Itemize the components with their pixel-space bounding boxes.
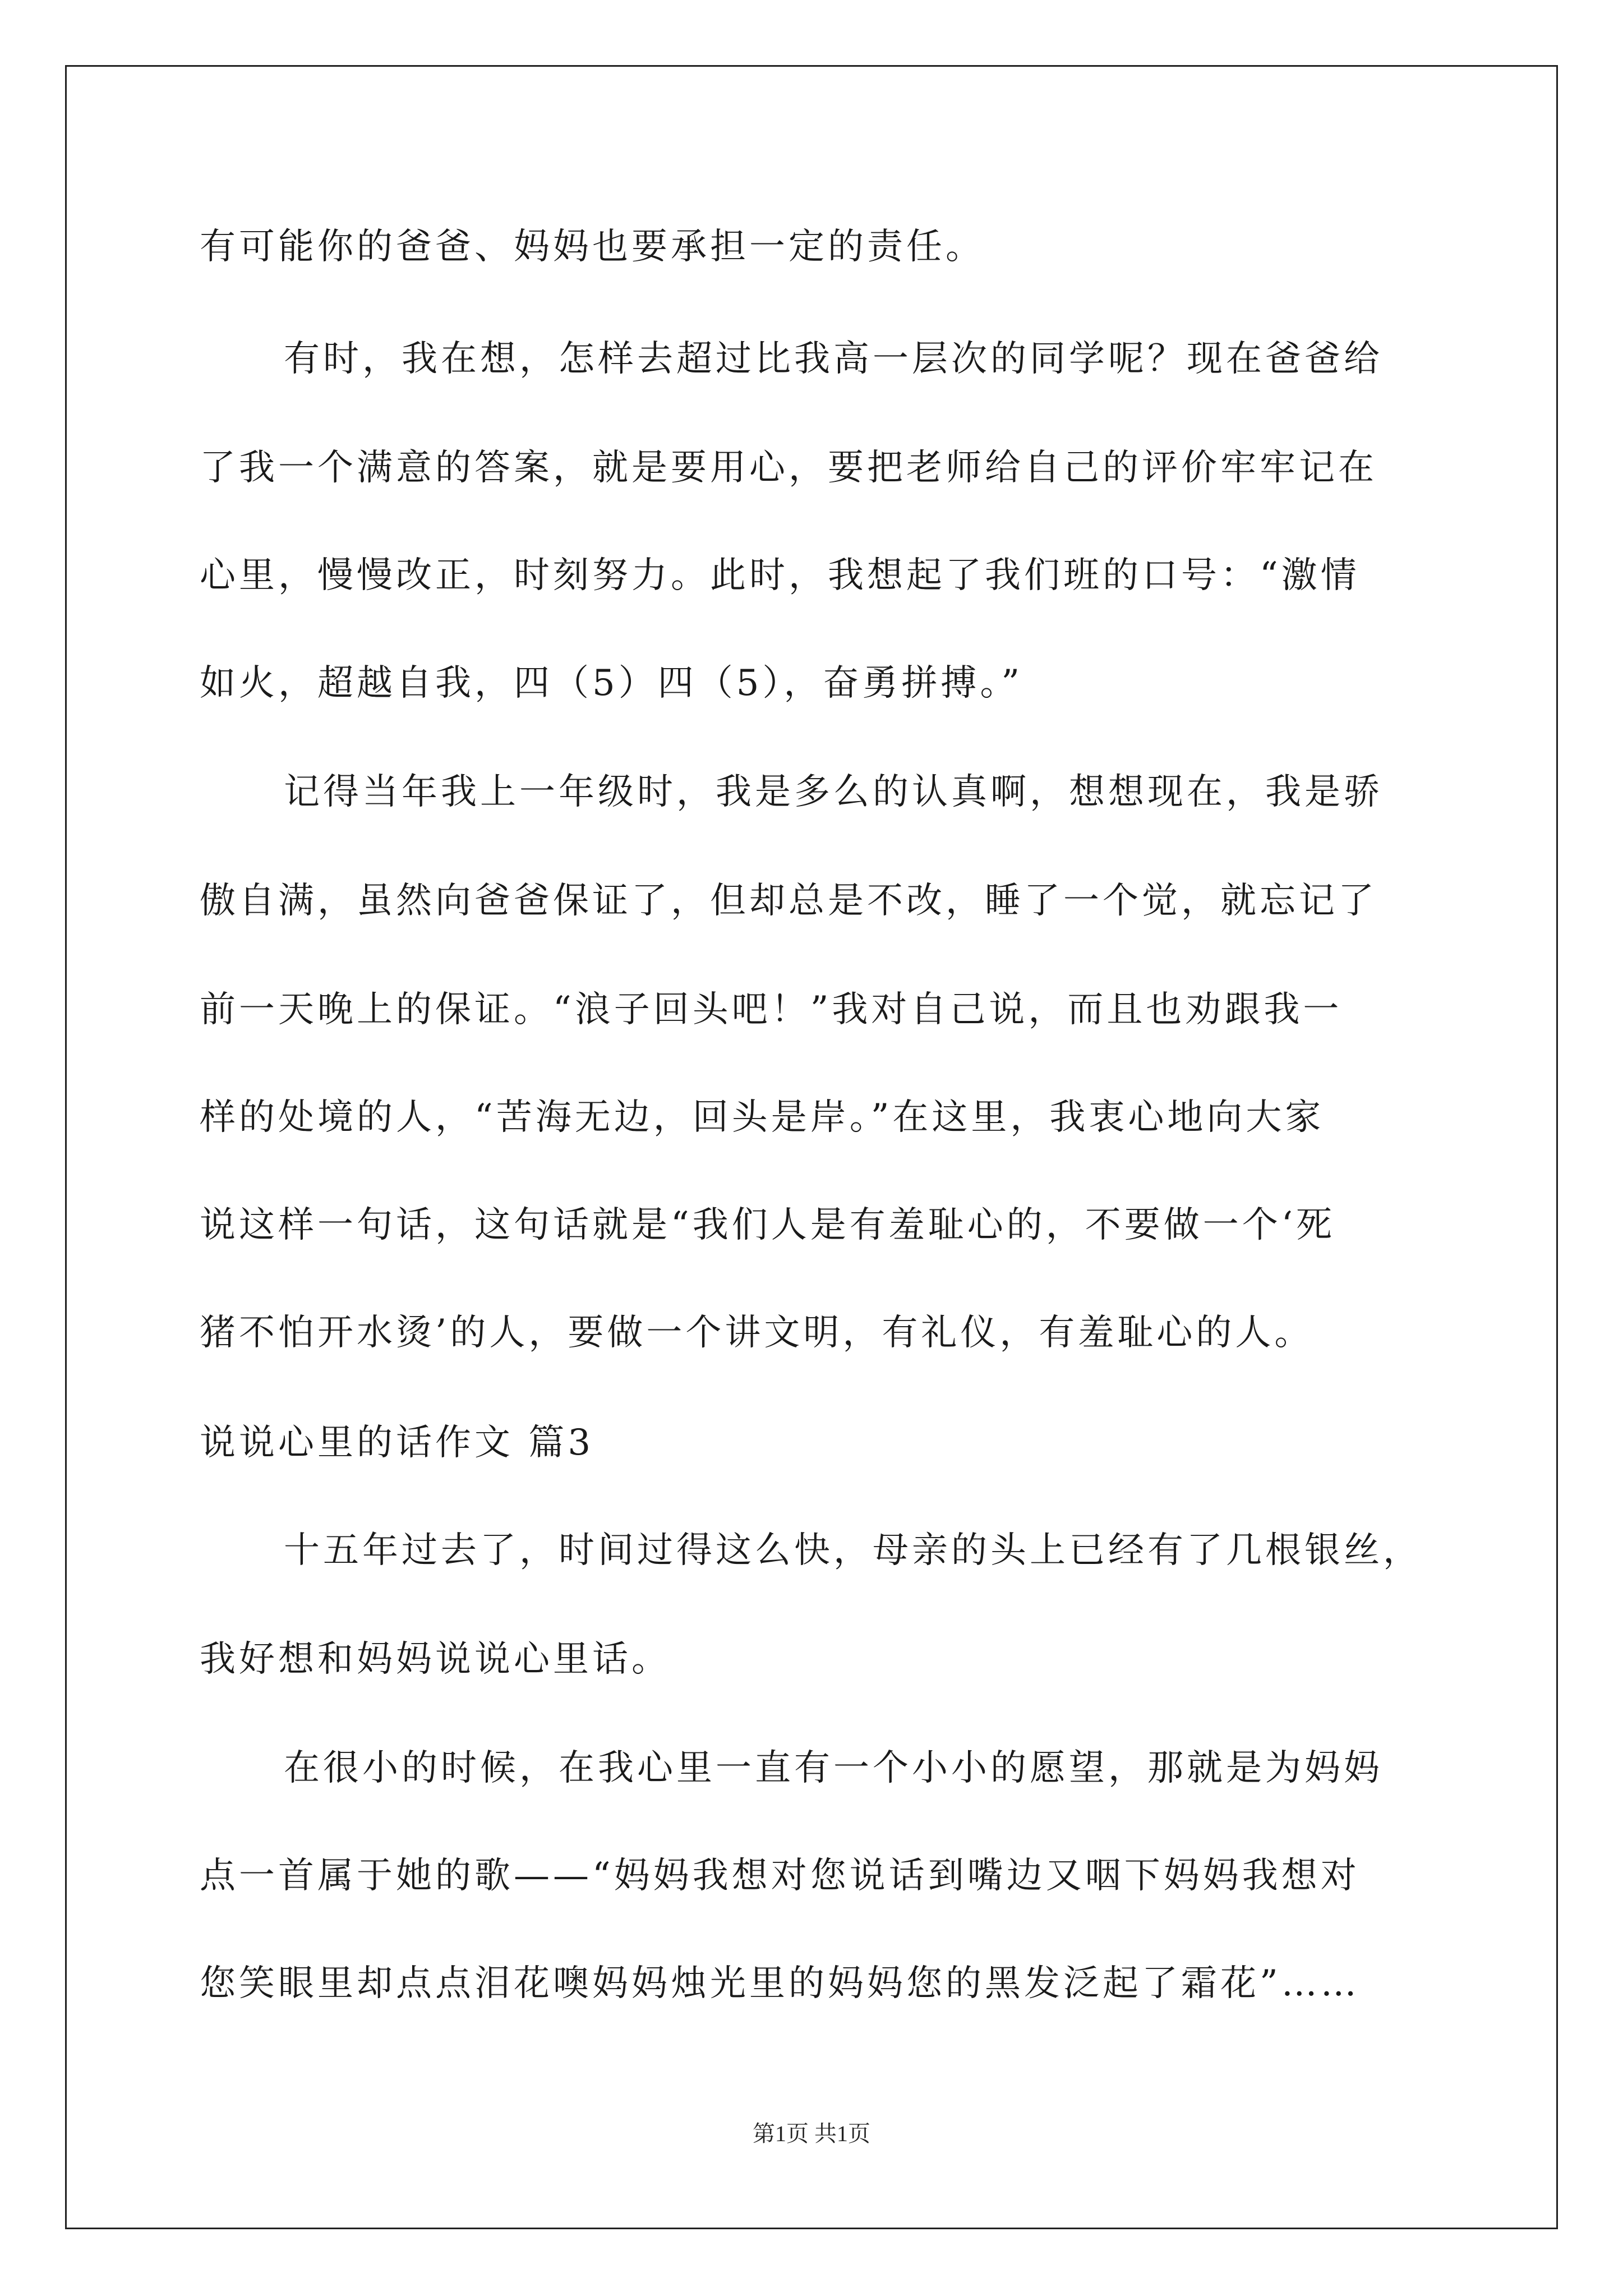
text-line: 在很小的时候，在我心里一直有一个小小的愿望，那就是为妈妈 xyxy=(284,1747,1383,1789)
text-line: 我好想和妈妈说说心里话。 xyxy=(200,1639,671,1680)
text-line: 您笑眼里却点点泪花噢妈妈烛光里的妈妈您的黑发泛起了霜花”…… xyxy=(200,1963,1360,2004)
text-line: 前一天晚上的保证。“浪子回头吧！”我对自己说，而且也劝跟我一 xyxy=(200,989,1343,1030)
text-line: 了我一个满意的答案，就是要用心，要把老师给自己的评价牢牢记在 xyxy=(200,447,1377,489)
text-line: 点一首属于她的歌——“妈妈我想对您说话到嘴边又咽下妈妈我想对 xyxy=(200,1855,1360,1897)
text-line: 如火，超越自我，四（5）四（5），奋勇拼搏。” xyxy=(200,662,1023,704)
text-line: 说这样一句话，这句话就是“我们人是有羞耻心的，不要做一个‘死 xyxy=(200,1204,1336,1246)
text-line: 有可能你的爸爸、妈妈也要承担一定的责任。 xyxy=(200,226,985,268)
text-line: 记得当年我上一年级时，我是多么的认真啊，想想现在，我是骄 xyxy=(284,771,1383,813)
section-heading: 说说心里的话作文 篇3 xyxy=(200,1422,594,1464)
page-footer: 第1页 共1页 xyxy=(753,2121,870,2146)
text-line: 样的处境的人，“苦海无边，回头是岸。”在这里，我衷心地向大家 xyxy=(200,1097,1325,1138)
page-border xyxy=(65,65,1558,2229)
text-line: 猪不怕开水烫’的人，要做一个讲文明，有礼仪，有羞耻心的人。 xyxy=(200,1312,1314,1354)
text-line: 傲自满，虽然向爸爸保证了，但却总是不改，睡了一个觉，就忘记了 xyxy=(200,880,1377,922)
text-line: 有时，我在想，怎样去超过比我高一层次的同学呢？现在爸爸给 xyxy=(284,338,1383,380)
text-line: 心里，慢慢改正，时刻努力。此时，我想起了我们班的口号：“激情 xyxy=(200,555,1360,596)
text-line: 十五年过去了，时间过得这么快，母亲的头上已经有了几根银丝， xyxy=(284,1530,1422,1571)
